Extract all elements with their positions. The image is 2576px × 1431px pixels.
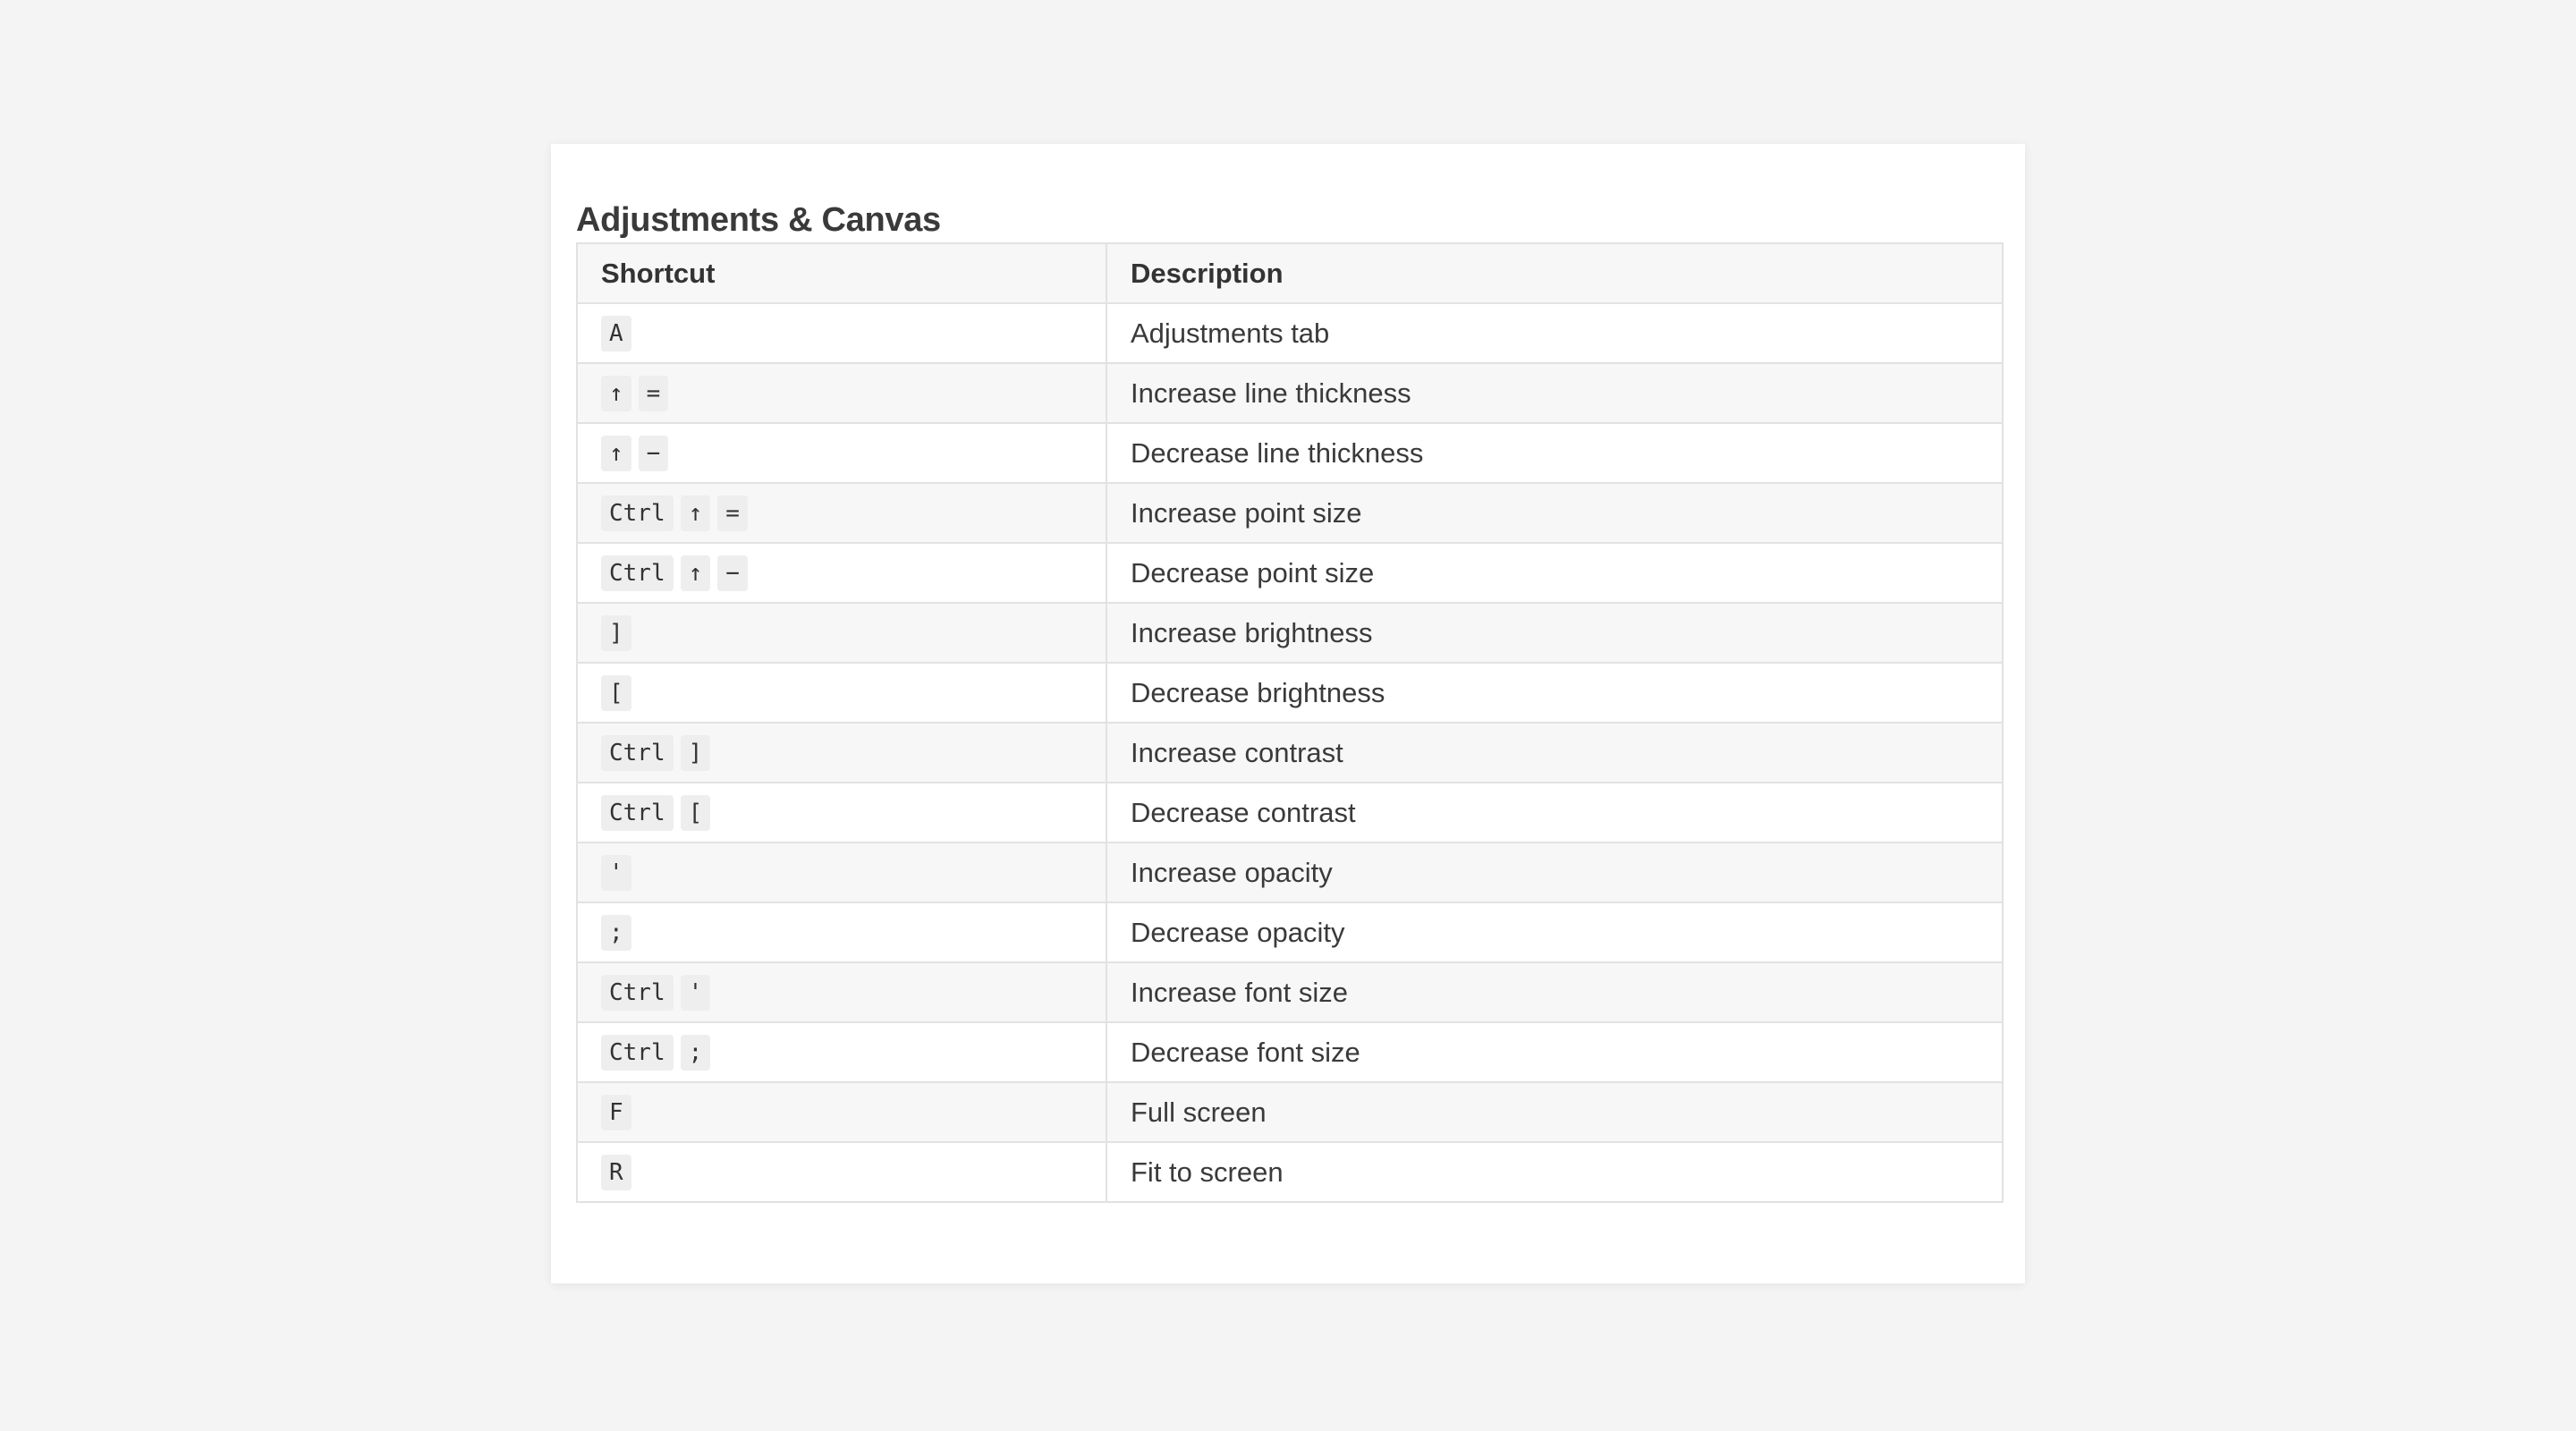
- key-combo: [601, 1155, 1106, 1190]
- card-title: Adjustments & Canvas: [576, 201, 941, 239]
- table-row: [577, 423, 2003, 483]
- keyboard-key: ': [601, 855, 631, 891]
- description-cell: Decrease point size: [1106, 543, 2003, 603]
- table-header-row: [577, 243, 2003, 303]
- keyboard-key: R: [601, 1155, 631, 1190]
- keyboard-key: =: [717, 495, 748, 531]
- description-cell: Fit to screen: [1106, 1142, 2003, 1202]
- table-row: [577, 1082, 2003, 1142]
- shortcut-cell: [577, 962, 1106, 1022]
- keyboard-key: ': [681, 975, 711, 1011]
- shortcut-cell: [577, 303, 1106, 363]
- description-cell: Decrease line thickness: [1106, 423, 2003, 483]
- keyboard-key: ↑: [601, 436, 631, 471]
- key-combo: [601, 675, 1106, 711]
- key-combo: [601, 615, 1106, 651]
- shortcut-cell: [577, 363, 1106, 423]
- keyboard-key: Ctrl: [601, 735, 674, 771]
- description-cell: Full screen: [1106, 1082, 2003, 1142]
- keyboard-key: ]: [601, 615, 631, 651]
- description-cell: Increase opacity: [1106, 843, 2003, 902]
- keyboard-key: ]: [681, 735, 711, 771]
- description-cell: Increase contrast: [1106, 723, 2003, 783]
- table-row: [577, 603, 2003, 663]
- table-body: [577, 303, 2003, 1202]
- key-combo: [601, 975, 1106, 1011]
- key-combo: [601, 1095, 1106, 1130]
- keyboard-key: −: [717, 555, 748, 591]
- key-combo: [601, 316, 1106, 351]
- table-row: [577, 483, 2003, 543]
- description-cell: Decrease opacity: [1106, 902, 2003, 962]
- shortcut-cell: [577, 723, 1106, 783]
- key-combo: [601, 495, 1106, 531]
- column-header-shortcut: Shortcut: [577, 243, 1106, 303]
- keyboard-key: [: [601, 675, 631, 711]
- key-combo: [601, 735, 1106, 771]
- key-combo: [601, 915, 1106, 951]
- keyboard-key: Ctrl: [601, 795, 674, 831]
- keyboard-key: ;: [681, 1035, 711, 1071]
- keyboard-key: Ctrl: [601, 555, 674, 591]
- keyboard-key: ↑: [601, 376, 631, 411]
- shortcut-cell: [577, 783, 1106, 843]
- shortcut-cell: [577, 1082, 1106, 1142]
- keyboard-key: −: [639, 436, 669, 471]
- table-row: [577, 363, 2003, 423]
- keyboard-key: ↑: [681, 555, 711, 591]
- key-combo: [601, 855, 1106, 891]
- keyboard-key: Ctrl: [601, 1035, 674, 1071]
- shortcut-cell: [577, 902, 1106, 962]
- key-combo: [601, 795, 1106, 831]
- key-combo: [601, 555, 1106, 591]
- table-row: [577, 783, 2003, 843]
- key-combo: [601, 436, 1106, 471]
- shortcut-cell: [577, 1022, 1106, 1082]
- shortcut-cell: [577, 603, 1106, 663]
- description-cell: Decrease font size: [1106, 1022, 2003, 1082]
- keyboard-key: [: [681, 795, 711, 831]
- table-row: [577, 723, 2003, 783]
- shortcut-cell: [577, 423, 1106, 483]
- description-cell: Adjustments tab: [1106, 303, 2003, 363]
- key-combo: [601, 1035, 1106, 1071]
- keyboard-key: ;: [601, 915, 631, 951]
- keyboard-key: =: [639, 376, 669, 411]
- description-cell: Increase brightness: [1106, 603, 2003, 663]
- shortcuts-card: [551, 144, 2025, 1283]
- shortcut-cell: [577, 543, 1106, 603]
- key-combo: [601, 376, 1106, 411]
- description-cell: Increase point size: [1106, 483, 2003, 543]
- description-cell: Increase line thickness: [1106, 363, 2003, 423]
- table-row: [577, 1022, 2003, 1082]
- description-cell: Increase font size: [1106, 962, 2003, 1022]
- shortcut-cell: [577, 663, 1106, 723]
- table-row: [577, 1142, 2003, 1202]
- description-cell: Decrease brightness: [1106, 663, 2003, 723]
- keyboard-key: A: [601, 316, 631, 351]
- table-row: [577, 663, 2003, 723]
- shortcuts-table: [576, 242, 2004, 1203]
- keyboard-key: Ctrl: [601, 495, 674, 531]
- keyboard-key: Ctrl: [601, 975, 674, 1011]
- shortcut-cell: [577, 1142, 1106, 1202]
- keyboard-key: ↑: [681, 495, 711, 531]
- table-row: [577, 962, 2003, 1022]
- keyboard-key: F: [601, 1095, 631, 1130]
- column-header-description: Description: [1106, 243, 2003, 303]
- table-row: [577, 843, 2003, 902]
- shortcut-cell: [577, 843, 1106, 902]
- description-cell: Decrease contrast: [1106, 783, 2003, 843]
- table-row: [577, 303, 2003, 363]
- table-row: [577, 902, 2003, 962]
- table-row: [577, 543, 2003, 603]
- shortcut-cell: [577, 483, 1106, 543]
